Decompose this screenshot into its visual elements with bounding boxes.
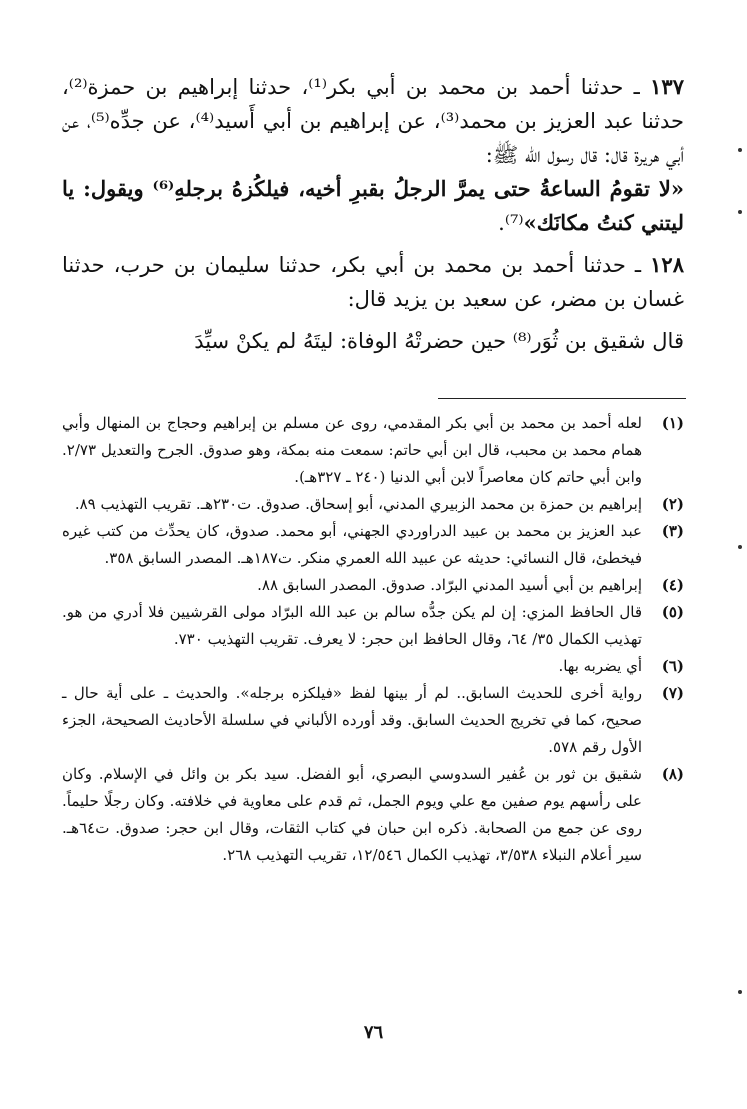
footnote-text: إبراهيم بن أبي أسيد المدني البرّاد. صدوق. المصدر السابق ٨٨. bbox=[257, 576, 642, 594]
footnote bbox=[62, 761, 684, 869]
footnote-divider bbox=[438, 398, 686, 399]
footnote bbox=[62, 572, 684, 599]
footnote bbox=[62, 491, 684, 518]
footnote-number: (٥) bbox=[661, 603, 684, 621]
hadith-number: ١٣٧ bbox=[650, 74, 684, 99]
hadith-137 bbox=[62, 70, 684, 172]
footnote-number: (١) bbox=[661, 414, 684, 432]
footnote-text: شقيق بن ثور بن عُفير السدوسي البصري، أبو الفضل. سيد بكر بن وائل في الإسلام. وكان على رأسهم يوم صفين مع علي ويوم الجمل، ثم قدم على معاوية في خلافته. وكان رجلًا حليماً. روى عن جمع من الصحابة. ذكره ابن حبان في كتاب الثقات، وقال ابن حجر: صدوق. ت٦٤هـ. سير أعلام النبلاء ٣/٥٣٨، تهذيب الكمال ١٢/٥٤٦، تقريب التهذيب ٢٦٨. bbox=[62, 765, 642, 864]
footnote-number: (٧) bbox=[661, 684, 684, 702]
hadith-text: ـ حدثنا أحمد بن محمد بن أبي بكر⁽¹⁾، حدثنا إبراهيم بن حمزة⁽²⁾، حدثنا عبد العزيز بن محمد⁽³⁾، عن إبراهيم بن أبي أَسيد⁽⁴⁾، عن جدِّه⁽⁵⁾، عن أبي هريرة قال: قال رسول الله ﷺ: bbox=[62, 75, 684, 167]
footnote bbox=[62, 680, 684, 761]
footnote-text: لعله أحمد بن محمد بن أبي بكر المقدمي، روى عن مسلم بن إبراهيم وحجاج بن المنهال وأبي همام محمد بن محبب، قال ابن أبي حاتم: سمعت منه بمكة، وهو صدوق. الجرح والتعديل ٢/٧٣. وابن أبي حاتم كان معاصراً لابن أبي الدنيا (٢٤٠ ـ ٣٢٧هـ). bbox=[62, 414, 642, 486]
hadith-number: ١٢٨ bbox=[650, 252, 684, 277]
main-text bbox=[62, 70, 684, 358]
footnote-text: عبد العزيز بن محمد بن عبيد الدراوردي الجهني، أبو محمد. صدوق، كان يحدِّث من كتب غيره فيخطئ، قال النسائي: حديثه عن عبيد الله العمري منكر. ت١٨٧هـ. المصدر السابق ٣٥٨. bbox=[62, 522, 642, 567]
footnote-number: (٣) bbox=[661, 522, 684, 540]
footnote-number: (٢) bbox=[661, 495, 684, 513]
footnote-number: (٦) bbox=[661, 657, 684, 675]
footnote bbox=[62, 410, 684, 491]
hadith-text: قال شقيق بن ثُوَر⁽⁸⁾ حين حضرتْهُ الوفاة: ليتَهُ لم يكنْ سيِّدَ bbox=[194, 329, 684, 353]
footnote-text: إبراهيم بن حمزة بن محمد الزبيري المدني، أبو إسحاق. صدوق. ت٢٣٠هـ. تقريب التهذيب ٨٩. bbox=[74, 495, 642, 513]
footnote-text: أي يضربه بها. bbox=[558, 657, 642, 675]
scan-mark bbox=[738, 990, 742, 994]
footnote bbox=[62, 599, 684, 653]
footnote bbox=[62, 653, 684, 680]
footnote-number: (٨) bbox=[661, 765, 684, 783]
footnotes bbox=[62, 410, 684, 869]
page-number: ٧٦ bbox=[363, 1022, 384, 1043]
hadith-128-continuation bbox=[62, 324, 684, 358]
hadith-128 bbox=[62, 248, 684, 316]
scan-mark bbox=[738, 148, 742, 152]
footnote-number: (٤) bbox=[661, 576, 684, 594]
hadith-quote bbox=[62, 172, 684, 240]
scan-mark bbox=[738, 545, 742, 549]
footnote bbox=[62, 518, 684, 572]
scan-mark bbox=[738, 210, 742, 214]
footnote-text: رواية أخرى للحديث السابق.. لم أر بينها لفظ «فيلكزه برجله». والحديث ـ على أية حال ـ صحيح، كما في تخريج الحديث السابق. وقد أورده الألباني في سلسلة الأحاديث الصحيحة، الجزء الأول رقم ٥٧٨. bbox=[62, 684, 642, 756]
footnote-text: قال الحافظ المزي: إن لم يكن جدُّه سالم بن عبد الله البرّاد مولى القرشيين فلا أدري من هو. تهذيب الكمال ٣٥/ ٦٤، وقال الحافظ ابن حجر: لا يعرف. تقريب التهذيب ٧٣٠. bbox=[62, 603, 642, 648]
prophetic-saying: «لا تقومُ الساعةُ حتى يمرَّ الرجلُ بقبرِ أخيه، فيلكُزهُ برجلهِ⁽⁶⁾ ويقول: يا ليتني كنتُ مكانَك» bbox=[62, 176, 685, 235]
footnote-ref: ⁽⁷⁾. bbox=[498, 211, 524, 235]
hadith-text: ـ حدثنا أحمد بن محمد بن أبي بكر، حدثنا سليمان بن حرب، حدثنا غسان بن مضر، عن سعيد بن يزيد قال: bbox=[62, 253, 684, 311]
